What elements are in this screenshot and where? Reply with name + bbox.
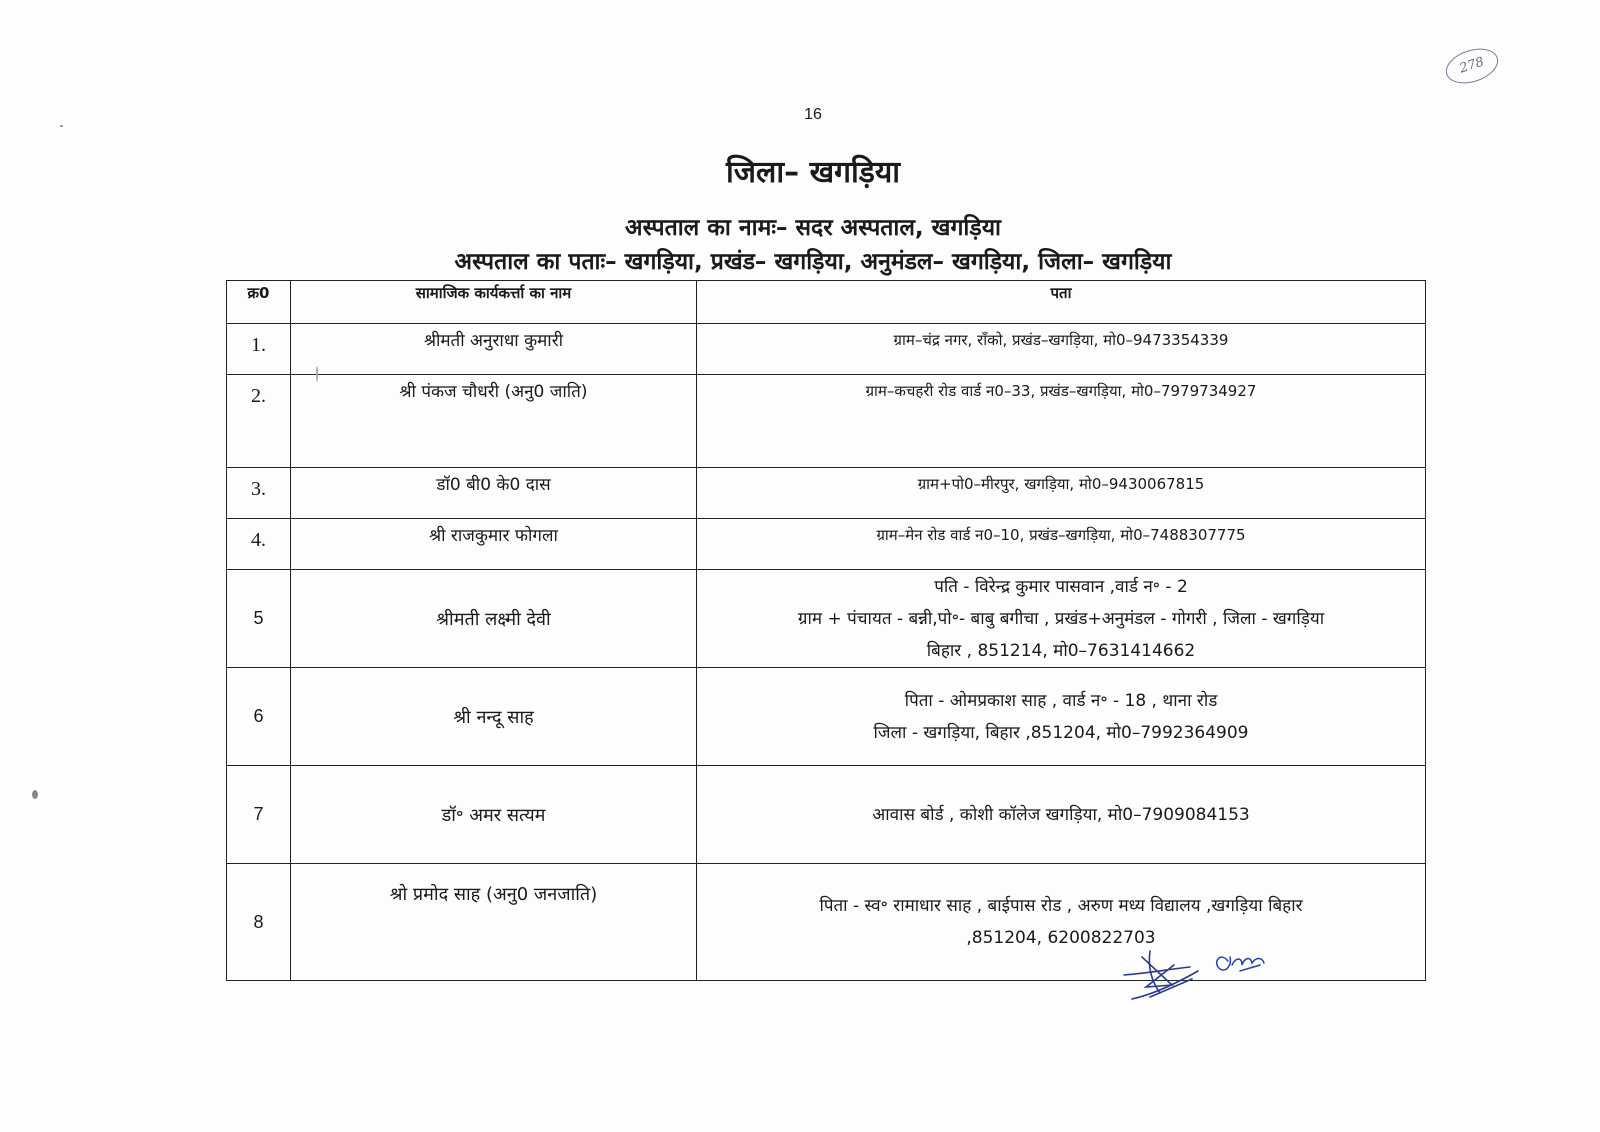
row-serial: 8 [227, 864, 291, 981]
row-address [697, 668, 1426, 766]
handwritten-signatures [1120, 945, 1320, 1025]
row-name: श्रीमती अनुराधा कुमारी [291, 324, 697, 375]
row-serial: 5 [227, 570, 291, 668]
signature-right [1217, 957, 1264, 971]
hospital-name-line: अस्पताल का नामः– सदर अस्पताल, खगड़िया [625, 215, 1001, 241]
table-row [227, 668, 1426, 766]
row-name: डॉ0 बी0 के0 दास [291, 468, 697, 519]
row-name: श्री राजकुमार फोगला [291, 519, 697, 570]
address-line: ग्राम+पो0–मीरपुर, खगड़िया, मो0–9430067815 [917, 475, 1205, 493]
address-line: ,851204, 6200822703 [966, 928, 1156, 948]
row-name: श्रो प्रमोद साह (अनु0 जनजाति) [291, 864, 697, 981]
row-name: श्री नन्दू साह [291, 668, 697, 766]
header-serial: क्र0 [227, 281, 291, 324]
header-name: सामाजिक कार्यकर्त्ता का नाम [291, 281, 697, 324]
hospital-address-line: अस्पताल का पताः– खगड़िया, प्रखंड– खगड़िया, अनुमंडल– खगड़िया, जिला– खगड़िया [454, 249, 1172, 275]
page-count-stamp: 278 [1441, 42, 1502, 89]
address-line: ग्राम + पंचायत - बन्नी,पो॰- बाबु बगीचा , प्रखंड+अनुमंडल - गोगरी , जिला - खगड़िया [797, 608, 1325, 629]
row-address [697, 570, 1426, 668]
address-line: पिता - स्व॰ रामाधार साह , बाईपास रोड , अरुण मध्य विद्यालय ,खगड़िया बिहार [819, 896, 1303, 916]
signature-left [1124, 951, 1198, 999]
address-line: आवास बोर्ड , कोशी कॉलेज खगड़िया, मो0–7909084153 [872, 804, 1250, 825]
row-serial: 3. [227, 468, 291, 519]
row-serial: 1. [227, 324, 291, 375]
table-row [227, 519, 1426, 570]
row-address [697, 324, 1426, 375]
row-name: श्रीमती लक्ष्मी देवी [291, 570, 697, 668]
row-address [697, 468, 1426, 519]
table-row [227, 766, 1426, 864]
row-serial: 6 [227, 668, 291, 766]
row-serial: 2. [227, 375, 291, 468]
address-line: बिहार , 851214, मो0–7631414662 [926, 640, 1196, 661]
address-line: पिता - ओमप्रकाश साह , वार्ड न॰ - 18 , थाना रोड [904, 690, 1218, 711]
social-workers-table [226, 280, 1426, 981]
table-row [227, 570, 1426, 668]
page-number: 16 [804, 106, 822, 123]
row-address [697, 375, 1426, 468]
table-row [227, 468, 1426, 519]
row-serial: 7 [227, 766, 291, 864]
address-line: ग्राम–मेन रोड वार्ड न0–10, प्रखंड–खगड़िया, मो0–7488307775 [876, 526, 1246, 544]
table-header-row [227, 281, 1426, 324]
table-row [227, 324, 1426, 375]
address-line: जिला - खगड़िया, बिहार ,851204, मो0–7992364909 [873, 722, 1249, 743]
district-title: जिला– खगड़िया [725, 155, 900, 190]
row-address [697, 766, 1426, 864]
address-line: ग्राम–कचहरी रोड वार्ड न0–33, प्रखंड–खगड़िया, मो0–7979734927 [865, 382, 1257, 400]
row-address [697, 519, 1426, 570]
header-address: पता [697, 281, 1426, 324]
row-serial: 4. [227, 519, 291, 570]
row-name: श्री पंकज चौधरी (अनु0 जाति) [291, 375, 697, 468]
address-line: ग्राम–चंद्र नगर, रॉंको, प्रखंड–खगड़िया, मो0–9473354339 [893, 331, 1229, 349]
table-row [227, 375, 1426, 468]
row-name: डॉ॰ अमर सत्यम [291, 766, 697, 864]
address-line: पति - विरेन्द्र कुमार पासवान ,वार्ड न॰ - 2 [934, 576, 1188, 597]
